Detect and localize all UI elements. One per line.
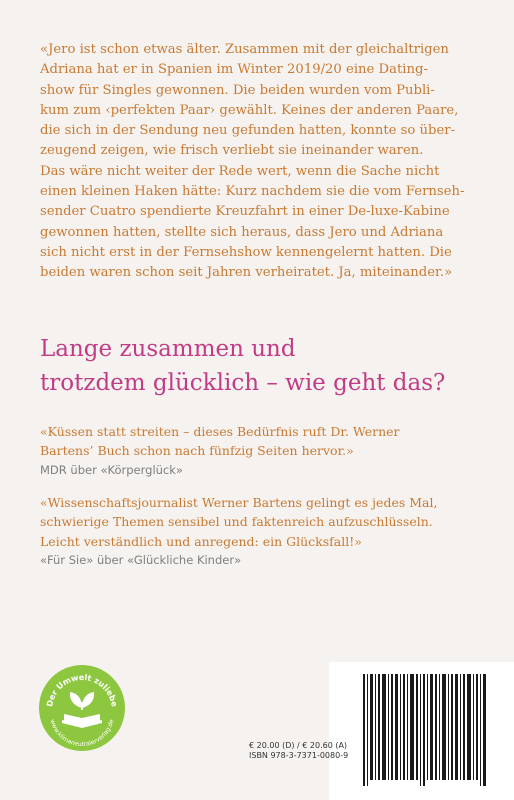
- quote-line: Bartens’ Buch schon nach fünfzig Seiten hervor.»: [40, 443, 354, 459]
- quote-source: MDR über «Körperglück»: [40, 462, 183, 477]
- press-quote: [40, 493, 490, 569]
- excerpt-line: «Jero ist schon etwas älter. Zusammen mit der gleichaltrigen: [40, 42, 449, 57]
- excerpt-line: sender Cuatro spendierte Kreuzfahrt in einer De-luxe-Kabine: [40, 204, 450, 220]
- excerpt-line: show für Singles gewonnen. Die beiden wurden vom Publi-: [40, 82, 435, 98]
- excerpt-line: kum zum ‹perfekten Paar› gewählt. Keines der anderen Paare,: [40, 102, 459, 118]
- quote-line: schwierige Themen sensibel und faktenreich aufzuschlüsseln.: [40, 514, 433, 530]
- badge-top-text: Der Umwelt zuliebe: [45, 672, 119, 708]
- headline: [40, 332, 490, 400]
- excerpt-line: beiden waren schon seit Jahren verheiratet. Ja, miteinander.»: [40, 265, 453, 281]
- excerpt-line: einen kleinen Haken hätte: Kurz nachdem sie die vom Fernseh-: [40, 184, 465, 200]
- excerpt-line: Das wäre nicht weiter der Rede wert, wenn die Sache nicht: [40, 163, 440, 179]
- price-and-isbn: [249, 741, 439, 761]
- quote-line: «Wissenschaftsjournalist Werner Bartens gelingt es jedes Mal,: [40, 495, 438, 510]
- excerpt-line: Adriana hat er in Spanien im Winter 2019/20 eine Dating-: [40, 62, 428, 78]
- excerpt-line: sich nicht erst in der Fernsehshow kennengelernt hatten. Die: [40, 244, 452, 260]
- headline-line: Lange zusammen und: [40, 336, 296, 362]
- quote-source: «Für Sie» über «Glückliche Kinder»: [40, 552, 242, 567]
- quote-line: «Küssen statt streiten – dieses Bedürfnis ruft Dr. Werner: [40, 424, 400, 439]
- book-excerpt: [40, 40, 490, 284]
- excerpt-line: die sich in der Sendung neu gefunden hatten, konnte so über-: [40, 123, 456, 139]
- isbn-text: ISBN 978-3-7371-0080-9: [249, 751, 349, 760]
- excerpt-line: zeugend zeigen, wie frisch verliebt sie ineinander waren.: [40, 143, 424, 159]
- badge-bottom-text: www.klimaneutralerverlag.de: [48, 718, 116, 749]
- climate-neutral-badge-icon: [38, 664, 126, 752]
- headline-line: trotzdem glücklich – wie geht das?: [40, 370, 446, 396]
- quote-line: Leicht verständlich und anregend: ein Glücksfall!»: [40, 533, 362, 549]
- barcode-icon: [363, 674, 488, 786]
- price-text: € 20.00 (D) / € 20.60 (A): [249, 741, 348, 750]
- press-quote: [40, 422, 490, 479]
- excerpt-line: gewonnen hatten, stellte sich heraus, dass Jero und Adriana: [40, 224, 444, 240]
